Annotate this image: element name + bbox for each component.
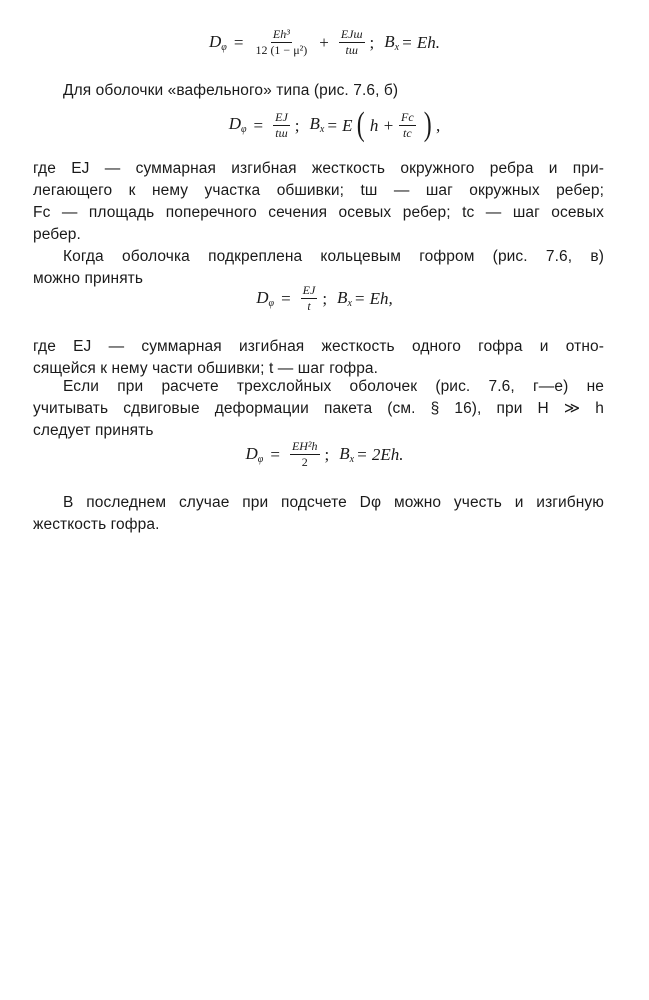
equals-sign: = xyxy=(270,445,280,464)
formula-4 xyxy=(0,440,649,469)
paragraph-waffle-definitions xyxy=(33,158,604,246)
formula-2-eq-e: = E xyxy=(326,115,353,135)
paragraph-sandwich-intro xyxy=(33,376,604,442)
formula-2-fraction-2: $\frac{Fc}{tc}$ xyxy=(401,109,414,140)
text-line: ребер. xyxy=(33,226,81,243)
paragraph-conclusion xyxy=(33,492,604,536)
formula-1-fraction-1: $\frac{\text{Eh³}}{\text{12 (1 − μ²)}}$ xyxy=(255,27,308,57)
formula-3 xyxy=(0,284,649,313)
formula-2-fraction-1: $\frac{EJ}{tш}$ xyxy=(275,109,288,140)
equals-sign: = xyxy=(253,115,264,135)
text-line: В последнем случае при подсчете Dφ можно учесть и изгибную xyxy=(63,494,604,511)
formula-1-lhs: $D_\varphi$ xyxy=(209,31,227,53)
text-line: легающего к нему участка обшивки; tш — шаг окружных ребер; xyxy=(33,182,604,199)
paragraph-waffle-intro xyxy=(33,80,604,102)
paragraph-corrugation-definitions xyxy=(33,336,604,380)
formula-4-bx: $B_x$ xyxy=(339,443,355,465)
formula-2-h-plus: h + xyxy=(369,115,395,135)
semicolon: ; xyxy=(294,115,300,135)
formula-2-lhs: $D_\varphi$ xyxy=(228,114,247,135)
formula-3-bx: $B_x$ xyxy=(337,287,352,309)
semicolon: ; xyxy=(324,445,330,464)
text-line: учитывать сдвиговые деформации пакета (см. § 16), при H ≫ h xyxy=(33,400,604,417)
equals-sign: = xyxy=(233,33,244,52)
text-line: следует принять xyxy=(33,422,154,439)
plus-sign: + xyxy=(319,33,329,52)
formula-4-lhs: $D_\varphi$ xyxy=(245,443,264,465)
formula-3-lhs: $D_\varphi$ xyxy=(256,287,275,309)
text-line: где EJ — суммарная изгибная жесткость одного гофра и отно- xyxy=(33,338,604,355)
text-line: где EJ — суммарная изгибная жесткость окружного ребра и при- xyxy=(33,160,604,177)
formula-2 xyxy=(10,108,649,142)
formula-1-bx: $B_x$ xyxy=(384,31,400,53)
text-line: сящейся к нему части обшивки; t — шаг гофра. xyxy=(33,360,379,377)
formula-2-bx: $B_x$ xyxy=(309,114,325,135)
text-line: жесткость гофра. xyxy=(33,516,160,533)
open-paren: ( xyxy=(357,106,366,143)
comma: , xyxy=(436,115,441,135)
formula-1-rhs: = Eh. xyxy=(401,33,440,52)
formula-1 xyxy=(0,28,649,57)
semicolon: ; xyxy=(369,33,375,52)
text-line: Если при расчете трехслойных оболочек (рис. 7.6, г—е) не xyxy=(63,378,604,395)
close-paren: ) xyxy=(423,106,432,143)
semicolon: ; xyxy=(322,289,328,308)
formula-4-rhs: = 2Eh. xyxy=(356,445,404,464)
text-line: Когда оболочка подкреплена кольцевым гофром (рис. 7.6, в) xyxy=(63,248,604,265)
text-line: Fс — площадь поперечного сечения осевых ребер; tс — шаг осевых xyxy=(33,204,604,221)
text-line: можно принять xyxy=(33,270,144,287)
formula-3-fraction: $\frac{EJ}{t}$ xyxy=(302,283,316,313)
formula-3-rhs: = Eh, xyxy=(353,289,393,308)
equals-sign: = xyxy=(281,289,291,308)
text-line: Для оболочки «вафельного» типа (рис. 7.6, б) xyxy=(63,82,399,99)
formula-1-fraction-2: $\frac{\text{EJш}}{tш}$ xyxy=(340,27,363,57)
formula-4-fraction: $\frac{\text{EH²h}}{2}$ xyxy=(291,439,318,469)
